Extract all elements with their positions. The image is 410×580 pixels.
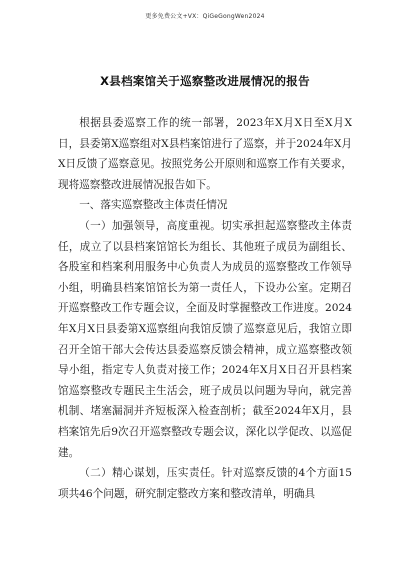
- body-paragraph: （二）精心谋划，压实责任。针对巡察反馈的4个方面15项共46个问题，研究制定整改方案和整改清单，明确具: [58, 467, 352, 500]
- document-title: X县档案馆关于巡察整改进展情况的报告: [100, 74, 310, 88]
- body-paragraph: （一）加强领导，高度重视。切实承担起巡察整改主体责任，成立了以县档案馆馆长为组长、其他班子成员为副组长、各股室和档案利用服务中心负责人为成员的巡察整改工作领导小组，明确县档案馆馆长为第一责任人，下设办公室。定期召开巡察整改工作专题会议，全面及时掌握整改工作进度。2024年X月X日县委第X巡察组向我馆反馈了巡察意见后，我馆立即召开全馆干部大会传达县委巡察反馈会精神，成立巡察整改领导小组，指定专人负责对接工作；2024年X月X日召开县档案馆巡察整改专题民主生活会，班子成员以问题为导向，就完善机制、堵塞漏洞并齐短板深入检查剖析；截至2024年X月，县档案馆先后9次召开巡察整改专题会议，深化以学促改、以巡促建。: [58, 219, 352, 459]
- header-note: 更多免费公文+VX：QiGeGongWen2024: [145, 13, 265, 20]
- document-body: [58, 113, 352, 504]
- section-heading: 一、落实巡察整改主体责任情况: [79, 199, 228, 212]
- intro-paragraph: 根据县委巡察工作的统一部署，2023年X月X日至X月X日，县委第X巡察组对X县档案馆进行了巡察，并于2024年X月X日反馈了巡察意见。按照党务公开原则和巡察工作有关要求，现将巡察整改进展情况报告如下。: [58, 117, 352, 191]
